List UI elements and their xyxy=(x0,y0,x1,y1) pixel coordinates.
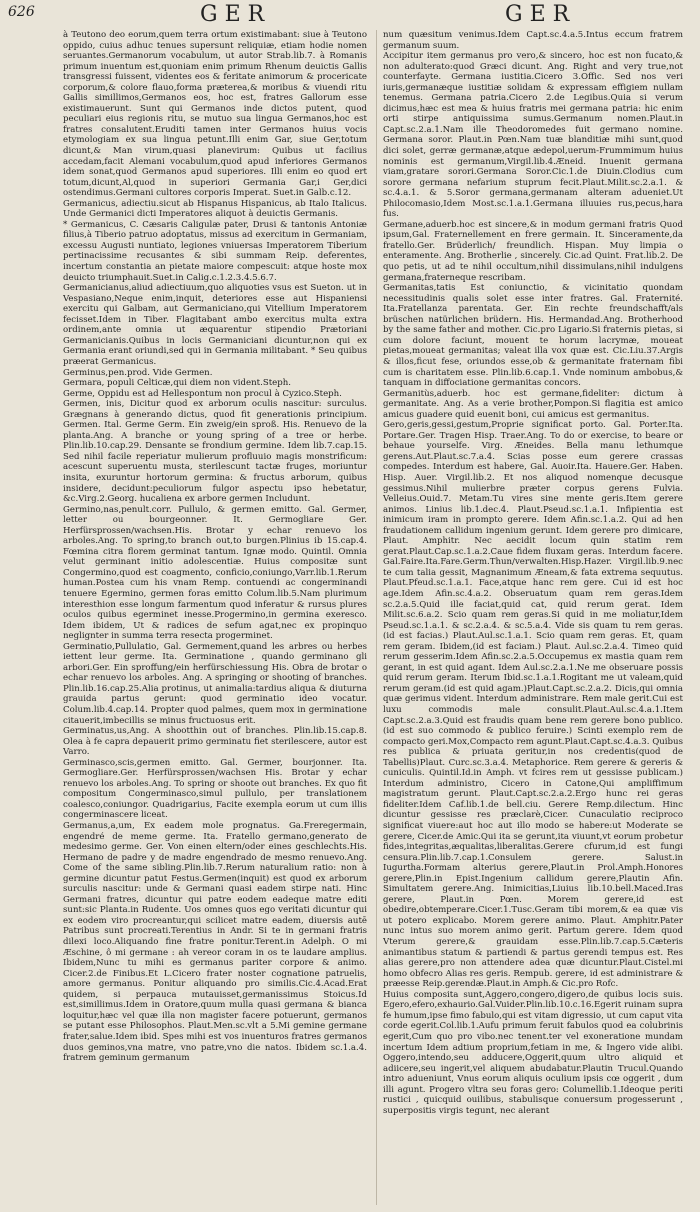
entry-paragraph: Germane,aduerb.hoc est sincere,& in modum germani fratris Quod ipsum,Gal. Fraternellement en frere germain. It. Sinceramente,da fratello.Ger. Brüderlich/ freundlich. Hispan. Muy limpia o enteramente. Ang. Brotherlie , sincerely. Cic.ad Quint. Frat.lib.2. De quo petis, ut ad te nihil occultum,nihil dissimulans,nihil indulgens germana,fraterneque rescribam. xyxy=(383,219,683,283)
entry-paragraph: Germanicus, adiectiu.sicut ab Hispanus Hispanicus, ab Italo Italicus. Unde Germanici dicti Imperatores aliquot à deuictis Germanis. xyxy=(63,198,367,220)
right-column xyxy=(383,30,683,1205)
entry-paragraph: Gero,geris,gessi,gestum,Proprie significat porto. Gal. Porter.Ita. Portare.Ger. Tragen Hisp. Traer.Ang. To do or exercise, to beare or behaue yourselfe. Virg. Æneides. Bella manu lethumque gerens.Aut.Plaut.sc.7.a.4. Scias posse eum gerere crassas compedes. Interdum est habere, Gal. Auoir.Ita. Hauere.Ger. Haben. Hisp. Auer. Virgil.lib.2. Et nos aliquod nomenque decusque gessimus.Nihil mulierbre præter corpus gerens Fulvia. Velleius.Ouid.7. Metam.Tu vires sine mente geris.Item gerere animos. Linius lib.1.dec.4. Plaut.Pseud.sc.1.a.1. Infipientia est inimicum iram in prompto gerere. Idem Afin.sc.1.a.2. Qui ad hen fraudationem callidum ingenium gerunt. Idem gerere pro dimicare, Plaut. Amphitr. Nec aecidit locum quin statim rem gerat.Plaut.Cap.sc.1.a.2.Caue fidem fluxam geras. Interdum facere. Gal.Faire.Ita.Fare.Germ.Thun/verwalten.Hisp.Hazer. Virgil.lib.9.nec te cum talia gessit, Magnanimum Æneam,& fata extrema sequutus. Plaut.Pfeud.sc.1.a.1. Face,atque hanc rem gere. Cui id est hoc age.Idem Afin.sc.4.a.2. Obseruatum quam rem geras.Idem sc.2.a.5.Quid ille faciat,quid cat, quid rerum gerat. Idem Milit.sc.6.a.2. Scio quam rem geras.Si quid in me moliatur,Idem Pseud.sc.1.a.1. & sc.2.a.4. & sc.5.a.4. Vide sis quam tu rem geras.(id est facias.) Plaut.Aul.sc.1.a.1. Scio quam rem geras. Et, quam rem geram. Ibidem,(id est faciam.) Plaut. Aul.sc.2.a.4. Timeo quid rerum gesserim.Idem Afin.sc.2.a.5.Occupemus ex mastia quam rem gerant, in est quid agant. Idem Aul.sc.2.a.1.Ne me obseruare possis quid rerum geram. Iterum Ibid.sc.1.a.1.Rogitant me ut valeam,quid rerum geram.(id est quid agam.)Plaut.Capt.sc.2.a.2. Dicis,qui omnia quæ gerimus vident. Interdum administrare. Rem male gerit.Cui est luxu commodis male consulit.Plaut.Aul.sc.4.a.1.Item Capt.sc.2.a.3.Quid est fraudis quam bene rem gerere bono publico.(id est suo commodo & publico feruire.) Scinti exemplo rem de compacto geri.Mox,Compacto rem agunt.Plaut.Capt.sc.4.a.3. Quibus res publica & priuata geritur,in nos credentis(quod de Tabellis)Plaut. Curc.sc.3.a.4. Metaphorice. Rem gerere & gereris & cuniculis. Quintil.Id.in Amph. vt fcires rem ut gessisse publicam.) Interdum administro, Cicero in Catone,Qui ampliffimum magistratum gerunt. Plaut.Capt.sc.2.a.2.Ergo hunc rei geras fideliter.Idem Caf.lib.1.de bell.ciu. Gerere Remp.dilectum. Hinc dicuntur gessisse res præclarè,Cicer. Cunaculatio reciproco significat viuere:aut hoc aut illo modo se habere:ut Moderate se gerere, Cicer.de Amic.Qui ita se gerunt,ita viuunt,vt eorum probetur fides,integritas,æqualitas,liberalitas.Gerere cfurum,id est fungi censura.Plin.lib.7.cap.1.Consulem gerere. Salust.in Iugurtha.Formam alterius gerere,Plaut.in Prol.Amph.Honores gerere,Plin.in Epist.Ingenium callidum gerere,Plautin Afin. Simultatem gerere.Ang. Inimicitias,Liuius lib.10.bell.Maced.Iras gerere, Plaut.in Pœn. Morem gerere,id est obedire,obtemperare.Cicer.1.Tusc.Geram tibi morem,& ea quæ vis ut potero explicabo. Morem gerere animo. Plaut. Amphitr.Pater nunc intus suo morem animo gerit. Partum gerere. Idem quod Vterum gerere,& grauidam esse.Plin.lib.7.cap.5.Cæteris animantibus statum & partiendi & partus gerendi tempus est. Res alias gerere,pro non attendere adea quæ dicuntur.Plaut.Cistel.mi homo obfecro Alias res geris. Rempub. gerere, id est administrare & præesse Reip.gerendæ.Plaut.in Amph.& Cic.pro Rofc. xyxy=(383,420,683,990)
entry-paragraph: Huius composita sunt,Aggero,congero,digero,de quibus locis suis. Egero,efero,exhaurio.Gal.Vuider.Plin.lib.10.c.16.Egerit ruinam supra fe humum,ipse fimo fabulo,qui est vitam digressio, ut cum caput vita corde egerit.Col.lib.1.Aufu primum feruit fabulos quod ea colubrinis egerit,Cum quo pro vibo.nec tenent.ter vel exoneratione mundam incertum Idem adtium proprium,fetiam in me, & Ingero vide alibi. Oggero,intendo,seu adducere,Oggerit,quum ultro aliquid et adiicere,seu ingerit,vel aliquem abudabatur.Plautin Trucul.Quando intro adueniunt, Vnus eorum aliquis oculium ipsis cœ oggerit , dum illi agunt. Progero vltra seu foras gero: Columellib.1.Ideoque periti rustici , quicquid ouilibus, stabulisque conuersum progesserunt , superpositis virgis tegunt, nec alerant xyxy=(383,989,683,1116)
running-header-left: GER xyxy=(200,2,272,27)
entry-paragraph: * Germanicus, C. Cæsaris Caligulæ pater, Drusi & tantonis Antoniæ filius,à Tiberio patruo adoptatus, missus ad exercitum in Germaniam, excessu Augusti nuntiato, legiones vniuersas Imperatorem Tiberium pertinacissime recusantes & sibi summam Reip. deferentes, incertum constantia an pietate maiore compescuit: atque hoste mox deuicto triumphauit.Suet.in Calig.c.1.2.3.4.5.6.7. xyxy=(63,219,367,283)
entry-paragraph: Germanitùs,aduerb. hoc est germane,fideliter: dictum à germanitate. Ang. As a verie brother,Pompon.Si flagitia est amico amicus guadere quid euenit boni, cui amicus est germanitus. xyxy=(383,388,683,420)
entry-paragraph: Germanitas,tatis Est coniunctio, & vicinitatio quondam necessitudinis qualis solet esse inter fratres. Gal. Fraternité. Ita.Fratellanza parentata. Ger. Ein rechte freundschafft/als brüschen natürlichen brüdern. His. Hermandad.Ang. Brotherhood by the same father and mother. Cic.pro Ligario.Si fraternis pietas, si cum dolore faciunt, mouent te horum lacrymæ, moueat pietas,moueat germanitas; valeat illa vox quæ est. Cic.Liu.37.Argis & illos,ficut fese, oriundos esse,ob & germanitate fraternam fibi cum is charitatem esse. Plin.lib.6.cap.1. Vnde nominum ambobus,& tanquam in diffociatione germanitas concors. xyxy=(383,283,683,389)
entry-paragraph: Accipitur item germanus pro vero,& sincero, hoc est non fucato,& non adulterato:quod Græci dicunt. Ang. Right and very true,not counterfayte. Germana iustitia.Cicero 3.Offic. Sed nos veri iuris,germanæque iustitiæ solidam & expressam effigiem nullam tenemus. Germana patria.Cicero 2.de Legibus.Quia si verum dicimus,hæc est mea & huius fratris mei germana patria: hic enim orti stirpe antiquissima sumus.Germanum nomen.Plaut.in Capt.sc.2.a.1.Nam ille Theodoromedes fuit germano nomine. Germana soror. Plaut.in Pœn.Nam tuæ blanditiæ mihi sunt,quod dici solet, gerræ germanæ,atque ædepol,uerum-Frummimum huius nominis est germanum,Virgil.lib.4.Æneid. Inuenit germana viam,gratare sorori.Germana Soror.Cic.1.de Diuin.Clodius cum sorore germana nefarium stuprum fecit.Plaut.Milit.sc.2.a.1. & sc.4.a.1. & 5.Soror germana,germanam alteram adueniet.Ut Philocomasio,Idem Most.sc.1.a.1.Germana illuuies rus,pecus,hara fus. xyxy=(383,51,683,220)
entry-paragraph: Germinatus,us,Ang. A shootthin out of branches. Plin.lib.15.cap.8. Olea à fe capra depauerit primo germinatu fiet sterilescere, autor est Varro. xyxy=(63,726,367,758)
entry-paragraph: Germen, inis, Dicitur quod ex arborum oculis nascitur: surculus. Grægnans à generando dictus, quod fit generationis principium. Germen. Ital. Germe Germ. Ein zweig/ein sproß. His. Renuevo de la planta.Ang. A branche or young spring of a tree or herbe. Plin.lib.10.cap.29. Densante se frondium germine. Idem lib.7.cap.15. Sed nihil facile reperiatur mulierum profluuio magis monstrificum: acescunt superuentu musta, sterilescunt tactæ fruges, moriuntur insita, exuruntur hortorum germina: & fructus arborum, quibus insidere, decidunt:peculiorum fulgor aspectu ipso hebetatur, &c.Virg.2.Georg. hucaliena ex arbore germen Includunt. xyxy=(63,399,367,505)
column-divider xyxy=(376,30,377,1205)
entry-paragraph: Germe, Oppidu est ad Hellespontum non procul à Cyzico.Steph. xyxy=(63,388,342,399)
entry-paragraph: Germinus,pen.prod. Vide Germen. xyxy=(63,367,213,378)
page-number: 626 xyxy=(8,4,35,20)
entry-paragraph: Germanus,a,um, Ex eadem mole prognatus. Ga.Freregermain, engendré de meme germe. Ita. Fratello germano,generato de medesimo germe. Ger. Von einen eltern/oder eines geschlechts.His. Hermano de padre y de madre engendrado de mesmo renuevo.Ang. Come of the same sibling.Plin.lib.7.Rerum naturalium ratio: non à germine dicuntur patut Festus.Germen(inquit) est quod ex arborum surculis nascitur: unde & Germani quasi eadem stirpe nati. Hinc Germani fratres, dicuntur qui patre eodem eadeque matre editi sunt:sic Planta.in Rudente. Uos omnes quos ego veritati dicuntur qui ex eodem viro procreantur,qui scilicet matre eadem, diuersis autē Patribus sunt procreati.Terentius in Andr. Si te in germani fratris dilexi loco.Aliquando fine fratre ponitur.Terent.in Adelph. O mi Æschine, ô mi germane : ah vereor coram in os te laudare amplius. Ibidem,Nunc tu mihi es germanus pariter corpore & animo. Cicer.2.de Finibus.Et L.Cicero frater noster cognatione patruelis, amore germanus. Ponitur aliquando pro similis.Cic.4.Acad.Erat quidem, si perpauca mutauisset,germanissimus Stoicus.Id est,simillimus.Idem in Oratore,quum mulla quasi germana & bianca loquitur,hæc vel quæ illa non magister facere potuerunt, germanos se putant esse Philosophos. Plaut.Men.sc.vlt a 5.Mi gemine germane frater,salue.Idem ibid. Spes mihi est vos inuenturos fratres germanos duos geminos,vna matre, vno patre,vno die natos. Ibidem sc.1.a.4. fratrem geminum germanum xyxy=(63,821,367,1064)
entry-paragraph: Germinatio,Pullulatio, Gal. Germement,quand les arbres ou herbes iettent leur germe. Ita. Germinatione , quando germinano gli arbori.Ger. Ein sproffung/ein herfürschiessung His. Obra de brotar o echar renuevo los arboles. Ang. A springing or shooting of branches. Plin.lib.16.cap.25.Alia protinus, ut animalia:tardius aliqua & diuturna grauida partus gerunt: quod germinatio ideo vocatur. Colum.lib.4.cap.14. Propter quod palmes, quem mox in germinatione citauerit,imbecillis se minus fructuosus erit. xyxy=(63,641,367,726)
entry-paragraph: Germanicianus,aliud adiectiuum,quo aliquoties vsus est Sueton. ut in Vespasiano,Neque enim,inquit, deteriores esse aut Hispaniensi exercitu qui Galbam, aut Germaniciano,qui Vitellium Imperatorem fecisset.Idem in Tiber. Flagitabant ambo exercitus multa extra ordinem,ante omnia ut æquarentur stipendio Prætoriani Germanicianis.Quibus in locis Germaniciani dicuntur,non qui ex Germania erant oriundi,sed qui in Germania militabant. * Seu quibus præerat Germanicus. xyxy=(63,283,367,367)
left-column xyxy=(63,30,367,1205)
entry-paragraph: à Teutono deo eorum,quem terra ortum existimabant: siue à Teutono oppido, cuius adhuc tenues supersunt reliquiæ, etiam hodie nomen seruantes.Germanorum vocabulum, ut autor Strab.lib.7. à Romanis primum inuentum est,quoniam enim primum Rhenum deuictis Gallis transgressi fuissent, videntes eos & feritate animorum & procericate corporum,& colore flauo,forma præterea,& moribus & viuendi ritu Gallis simillimos,Germanos eos, hoc est, fratres Gallorum esse existimauerunt. Sunt qui Germanos inde dictos putent, quod peculiari eius regionis ritu, se mutuo sua lingua Germanos,hoc est fratres consalutent.Eruditi tamen inter Germanos huius vocis etymologiam ex sua lingua petunt.Illi enim Gar, siue Ger,totum dicunt,& Man virum,quasi planevirum: Quibus ut facilius accedam,facit Alemani vocabulum,quod apud inferiores Germanos idem sonat,quod Germanos apud superiores. Illi enim eo quod ert totum,dicunt,Al,quod in superiori Germania Gar,i Ger,dici ostendimus.Germani cultores corporis Imperat. Suet.in Galb.c.12. xyxy=(63,30,367,199)
entry-paragraph: Germara, populi Celticæ,qui diem non vident.Steph. xyxy=(63,378,292,389)
entry-paragraph: Germino,nas,penult.corr. Pullulo, & germen emitto. Gal. Germer, letter ou bourgeonner. It. Germogliare Ger. Herfürsprossen/wachsen.His. Brotar y echar renuevo los arboles.Ang. To spring,to branch out,to burgen.Plinius ib 15.cap.4. Fœmina citra florem germinat tantum. Ignæ modo. Quintil. Omnia velut germinant initio adolescentiæ. Huius compositæ sunt Congermino,quod est coagmento, conficio,coniungo,Varr.lib.1.Rerum human.Postea cum his vnam Remp. contuendi ac congerminandi tenuere Egermino, germen foras emitto Colum.lib.5.Nam plurimum interesthion esse longum farmentum quod inferatur & rursus plures oculos quibus egerminet inesse.Progermino,in germina exeresco. Idem ibidem, Ut & radices de sefum agat,nec ex propinquo neglignter in summa terra resecta progerminet. xyxy=(63,504,367,642)
entry-paragraph: num quæsitum venimus.Idem Capt.sc.4.a.5.Intus eccum fratrem germanum suum. xyxy=(383,30,683,51)
entry-paragraph: Germinasco,scis,germen emitto. Gal. Germer, bourjonner. Ita. Germogliare.Ger. Herfürsprossen/wachsen His. Brotar y echar renuevo los arboles.Ang. To spring or shoote out branches. Ex quo fit compositum Congerminasco,simul pullulo, per translationem coalesco,coniungor. Quadrigarius, Facite exempla eorum ut cum illis congerminascere liceat. xyxy=(63,757,367,821)
running-header-right: GER xyxy=(505,2,577,27)
